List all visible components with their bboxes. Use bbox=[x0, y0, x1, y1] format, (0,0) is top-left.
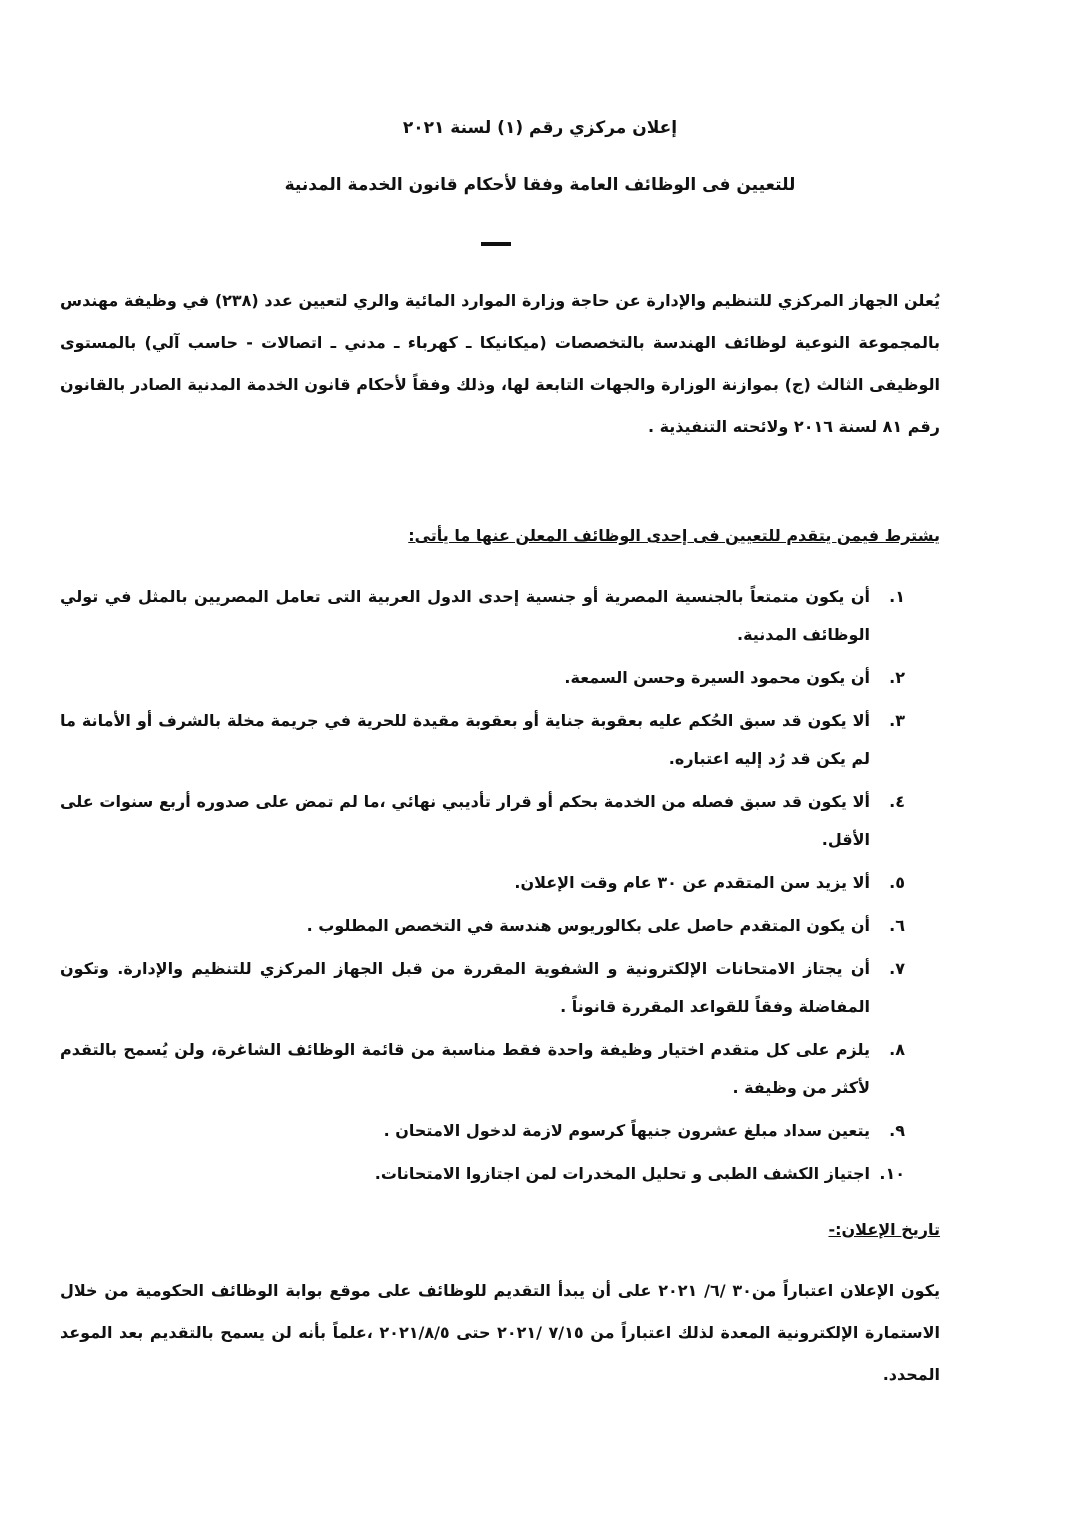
requirement-number: ٥. bbox=[889, 873, 905, 892]
requirement-text: أن يكون محمود السيرة وحسن السمعة. bbox=[564, 668, 870, 687]
requirement-number: ٤. bbox=[889, 792, 905, 811]
requirement-text: يتعين سداد مبلغ عشرون جنيهاً كرسوم لازمة لدخول الامتحان . bbox=[383, 1121, 870, 1140]
requirement-text: اجتياز الكشف الطبى و تحليل المخدرات لمن اجتازوا الامتحانات. bbox=[374, 1164, 870, 1183]
requirement-text: يلزم على كل متقدم اختيار وظيفة واحدة فقط مناسبة من قائمة الوظائف الشاغرة، ولن يُسمح بالتقدم لأكثر من وظيفة . bbox=[60, 1040, 870, 1097]
requirement-number: ٦. bbox=[889, 916, 905, 935]
requirement-item bbox=[60, 783, 905, 859]
requirement-number: ٨. bbox=[889, 1040, 905, 1059]
requirement-item bbox=[60, 659, 905, 697]
document-title: إعلان مركزي رقم (١) لسنة ٢٠٢١ bbox=[402, 118, 678, 138]
requirements-heading: يشترط فيمن يتقدم للتعيين فى إحدى الوظائف المعلن عنها ما يأتى: bbox=[408, 526, 940, 545]
requirement-text: ألا يكون قد سبق فصله من الخدمة بحكم أو قرار تأديبي نهائي ،ما لم تمض على صدوره أربع سنوات على الأقل. bbox=[60, 792, 870, 849]
requirement-text: أن يجتاز الامتحانات الإلكترونية و الشفوية المقررة من قبل الجهاز المركزي للتنظيم والإدارة. وتكون المفاضلة وفقاً للقواعد المقررة قانوناً . bbox=[60, 959, 870, 1016]
requirement-item bbox=[60, 1112, 905, 1150]
requirement-item bbox=[60, 578, 905, 654]
requirement-number: ٧. bbox=[889, 959, 905, 978]
requirement-number: ١٠. bbox=[879, 1164, 905, 1183]
requirement-text: أن يكون متمتعاً بالجنسية المصرية أو جنسية إحدى الدول العربية التى تعامل المصريين بالمثل في تولي الوظائف المدنية. bbox=[60, 587, 870, 644]
document-subtitle: للتعيين فى الوظائف العامة وفقا لأحكام قانون الخدمة المدنية bbox=[284, 175, 796, 195]
requirement-item bbox=[60, 950, 905, 1026]
announcement-date-paragraph: يكون الإعلان اعتباراً من٣٠ /٦/ ٢٠٢١ على أن يبدأ التقديم للوظائف على موقع بوابة الوظائف الحكومية من خلال الاستمارة الإلكترونية المعدة لذلك اعتباراً من ٧/١٥ /٢٠٢١ حتى ٢٠٢١/٨/٥ ،علماً بأنه لن يسمح بالتقديم بعد الموعد المحدد. bbox=[60, 1281, 941, 1384]
requirement-item bbox=[60, 1155, 905, 1193]
requirement-text: ألا يزيد سن المتقدم عن ٣٠ عام وقت الإعلان. bbox=[514, 873, 870, 892]
requirement-number: ٩. bbox=[889, 1121, 905, 1140]
requirement-text: ألا يكون قد سبق الحُكم عليه بعقوبة جناية أو بعقوبة مقيدة للحرية في جريمة مخلة بالشرف أو الأمانة ما لم يكن قد رُد إليه اعتباره. bbox=[60, 711, 870, 768]
announcement-date-heading: تاريخ الإعلان:- bbox=[828, 1220, 940, 1239]
requirement-item bbox=[60, 1031, 905, 1107]
requirement-number: ٢. bbox=[889, 668, 905, 687]
requirements-list bbox=[60, 578, 905, 1198]
requirement-number: ١. bbox=[889, 587, 905, 606]
requirement-number: ٣. bbox=[889, 711, 905, 730]
intro-paragraph: يُعلن الجهاز المركزي للتنظيم والإدارة عن حاجة وزارة الموارد المائية والري لتعيين عدد (٢٣٨) في وظيفة مهندس بالمجموعة النوعية لوظائف الهندسة بالتخصصات (ميكانيكا ـ كهرباء ـ مدني ـ اتصالات - حاسب آلي) بالمستوى الوظيفى الثالث (ج) بموازنة الوزارة والجهات التابعة لها، وذلك وفقاً لأحكام قانون الخدمة المدنية الصادر بالقانون رقم ٨١ لسنة ٢٠١٦ ولائحته التنفيذية . bbox=[60, 291, 940, 436]
requirement-item bbox=[60, 907, 905, 945]
requirement-item bbox=[60, 702, 905, 778]
requirement-text: أن يكون المتقدم حاصل على بكالوريوس هندسة في التخصص المطلوب . bbox=[306, 916, 870, 935]
requirement-item bbox=[60, 864, 905, 902]
title-separator bbox=[481, 242, 511, 246]
